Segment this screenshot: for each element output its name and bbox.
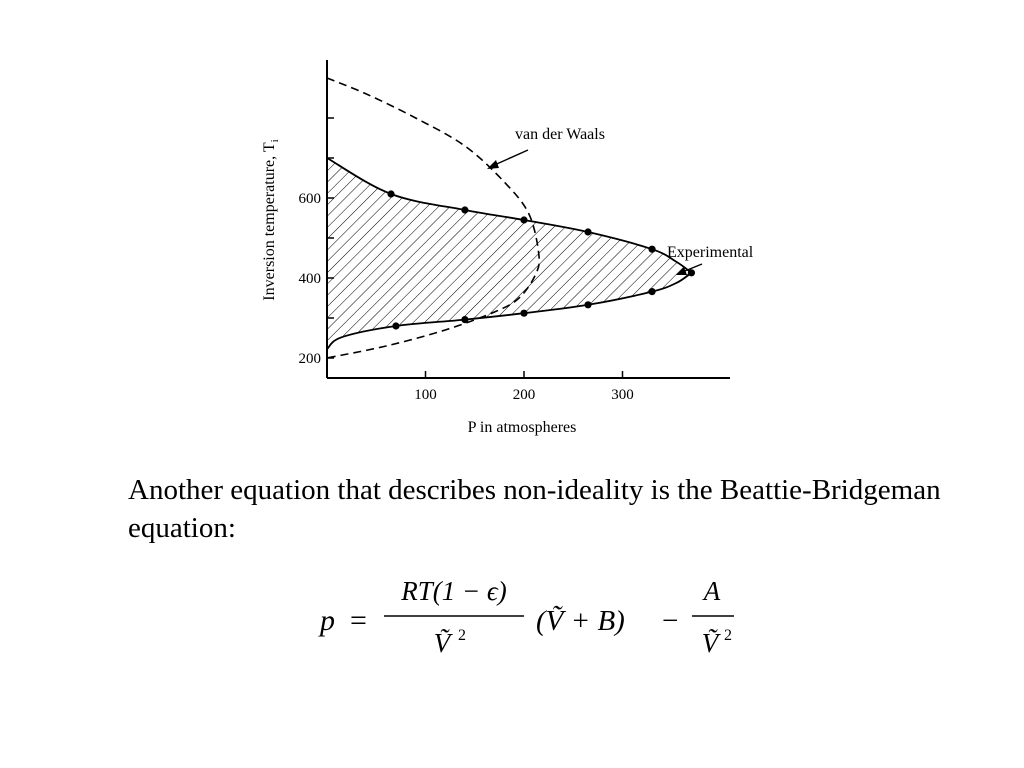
y-tick-label: 200 xyxy=(298,351,321,367)
experimental-data-point xyxy=(387,190,394,197)
eq-denominator-2: Ṽ xyxy=(701,628,719,658)
beattie-bridgeman-equation xyxy=(318,570,758,665)
van-der-waals-arrowhead xyxy=(487,160,499,169)
y-tick-label: 400 xyxy=(298,271,321,287)
experimental-data-point xyxy=(461,316,468,323)
x-tick-label: 200 xyxy=(512,387,536,403)
x-tick-label: 300 xyxy=(611,387,634,403)
eq-numerator-1: RT(1 − ϵ) xyxy=(401,576,507,606)
y-tick-label: 600 xyxy=(298,191,321,207)
experimental-data-point xyxy=(584,228,591,235)
van-der-waals-annotation: van der Waals xyxy=(515,126,605,143)
experimental-data-point xyxy=(648,288,655,295)
experimental-data-point xyxy=(688,269,695,276)
eq-numerator-2: A xyxy=(703,576,721,606)
experimental-data-point xyxy=(520,216,527,223)
eq-denominator-1: Ṽ xyxy=(433,628,451,658)
plot-area xyxy=(327,78,695,358)
y-axis-label: Inversion temperature, $T_i$ xyxy=(261,139,281,301)
eq-minus: − xyxy=(662,605,679,637)
x-axis-label: P in atmospheres xyxy=(467,419,577,436)
experimental-data-point xyxy=(584,301,591,308)
experimental-data-point xyxy=(392,322,399,329)
experimental-data-point xyxy=(461,206,468,213)
eq-lhs: p xyxy=(320,604,335,637)
eq-exponent-2: 2 xyxy=(724,627,732,644)
body-paragraph: Another equation that describes non-ideality is the Beattie-Bridgeman equation: xyxy=(128,474,941,544)
experimental-annotation: Experimental xyxy=(667,244,754,261)
eq-exponent-1: 2 xyxy=(458,627,466,644)
experimental-data-point xyxy=(520,310,527,317)
experimental-data-point xyxy=(648,246,655,253)
eq-equals: = xyxy=(350,604,367,637)
x-tick-label: 100 xyxy=(414,387,437,403)
eq-factor: (Ṽ + B) xyxy=(536,605,625,637)
